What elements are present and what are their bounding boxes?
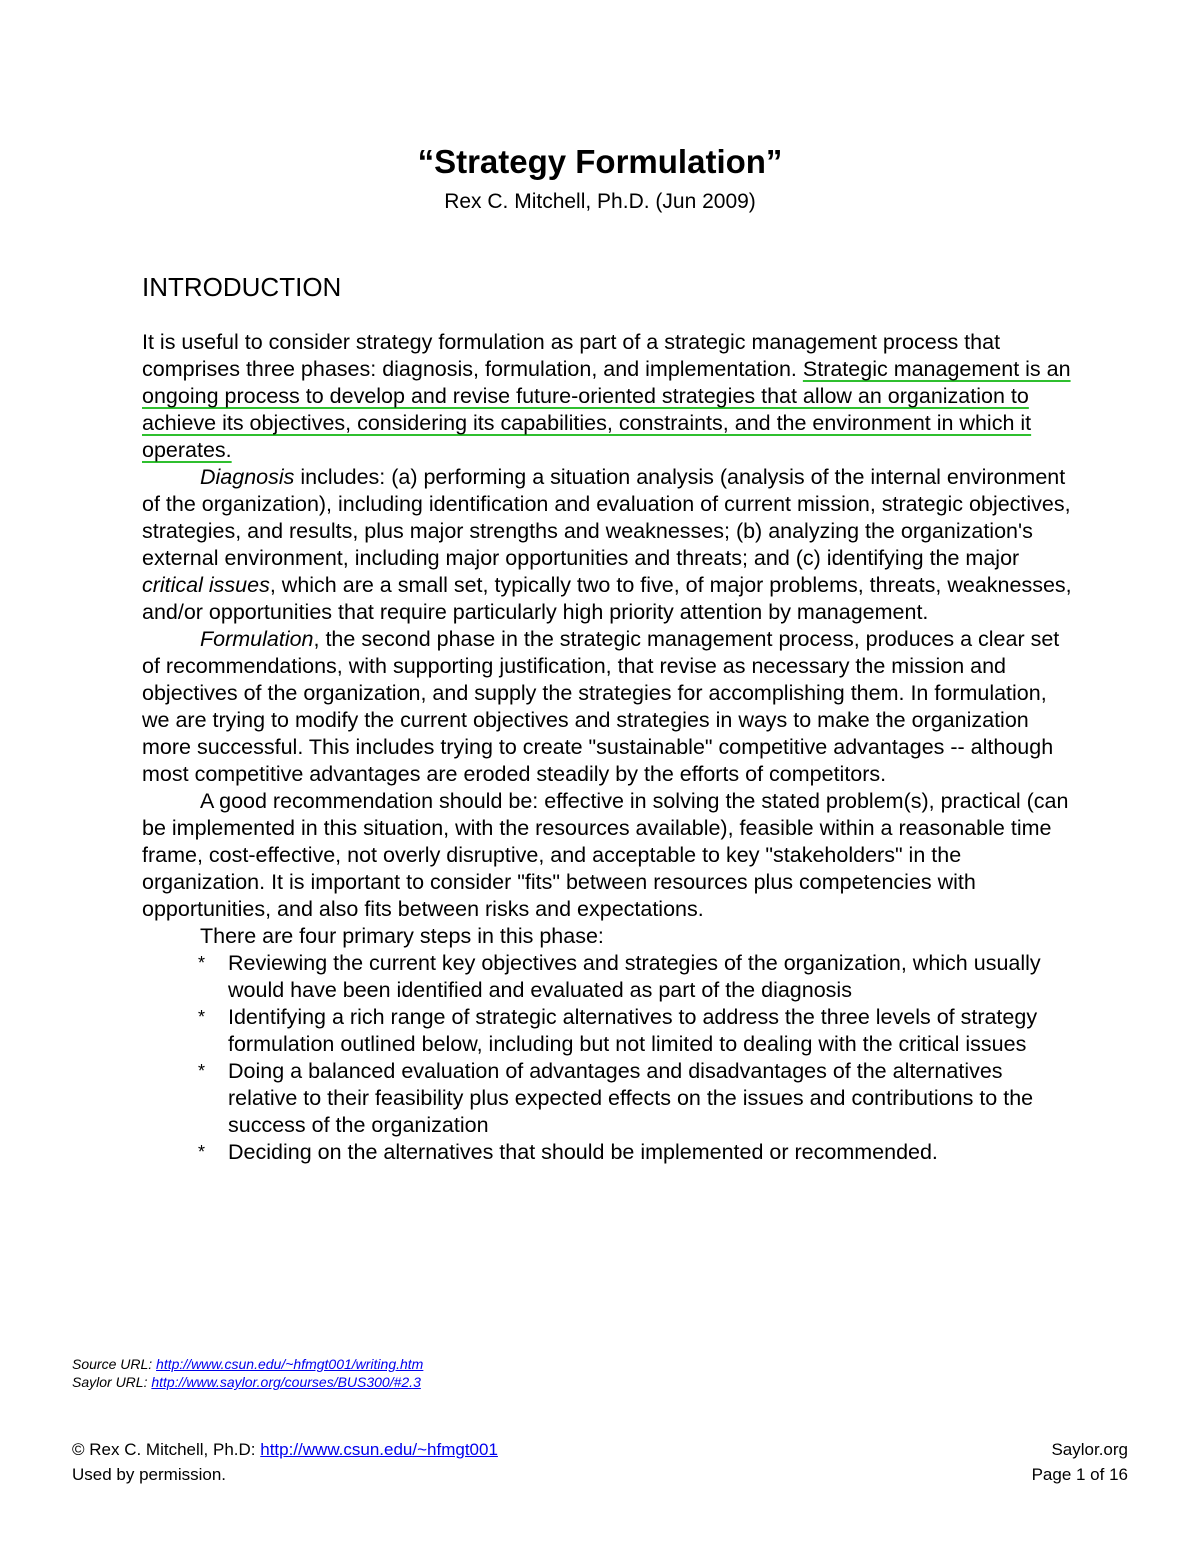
intro-underlined-text: Strategic management is an ongoing process to develop and revise future-oriented strategies that allow an organization to achieve its objectives, considering its capabilities, constraints, and the environment in which it operates. <box>142 357 1071 462</box>
source-links <box>72 1355 423 1391</box>
diagnosis-term: Diagnosis <box>200 465 295 489</box>
steps-list <box>142 950 1072 1166</box>
document-title: “Strategy Formulation” <box>417 143 783 180</box>
bullet-marker: * <box>198 1061 206 1081</box>
diagnosis-text-2: , which are a small set, typically two to five, of major problems, threats, weaknesses, and/or opportunities that require particularly high priority attention by management. <box>142 573 1072 624</box>
saylor-line <box>72 1373 423 1391</box>
diagnosis-paragraph <box>142 464 1072 626</box>
bullet-marker: * <box>198 1007 206 1027</box>
saylor-label: Saylor URL: <box>72 1374 152 1390</box>
intro-paragraph <box>142 329 1072 464</box>
saylor-url-link[interactable]: http://www.saylor.org/courses/BUS300/#2.3 <box>151 1374 421 1390</box>
formulation-text: , the second phase in the strategic management process, produces a clear set of recommendations, with supporting justification, that revise as necessary the mission and objectives of the organization, and supply the strategies for accomplishing them. In formulation, we are trying to modify the current objectives and strategies in ways to make the organization more successful. This includes trying to create "sustainable" competitive advantages -- although most competitive advantages are eroded steadily by the efforts of competitors. <box>142 627 1060 786</box>
source-line <box>72 1355 423 1373</box>
copyright-text: © Rex C. Mitchell, Ph.D: <box>72 1440 261 1459</box>
formulation-paragraph <box>142 626 1072 788</box>
bullet-marker: * <box>198 1142 206 1162</box>
author-url-link[interactable]: http://www.csun.edu/~hfmgt001 <box>260 1440 498 1459</box>
source-label: Source URL: <box>72 1356 157 1372</box>
formulation-term: Formulation <box>200 627 314 651</box>
critical-issues-term: critical issues <box>142 573 270 597</box>
step-text: Deciding on the alternatives that should be implemented or recommended. <box>228 1140 938 1164</box>
document-byline: Rex C. Mitchell, Ph.D. (Jun 2009) <box>444 190 756 213</box>
step-text: Identifying a rich range of strategic alternatives to address the three levels of strategy formulation outlined below, including but not limited to dealing with the critical issues <box>228 1005 1038 1056</box>
intro-text: It is useful to consider strategy formulation as part of a strategic management process that comprises three phases: diagnosis, formulation, and implementation. <box>142 330 1001 381</box>
steps-intro: There are four primary steps in this phase: <box>200 924 604 948</box>
document-body <box>142 329 1072 1166</box>
recommendation-paragraph: A good recommendation should be: effective in solving the stated problem(s), practical (can be implemented in this situation, with the resources available), feasible within a reasonable time frame, cost-effective, not overly disruptive, and acceptable to key "stakeholders" in the organization. It is important to consider "fits" between resources plus competencies with opportunities, and also fits between risks and expectations. <box>142 789 1069 921</box>
copyright-line <box>72 1437 498 1462</box>
permission-text: Used by permission. <box>72 1465 227 1484</box>
list-item <box>142 950 1072 1004</box>
bullet-marker: * <box>198 953 206 973</box>
step-text: Reviewing the current key objectives and strategies of the organization, which usually would have been identified and evaluated as part of the diagnosis <box>228 951 1041 1002</box>
section-heading: INTRODUCTION <box>142 272 342 302</box>
list-item <box>142 1004 1072 1058</box>
list-item <box>142 1058 1072 1139</box>
list-item <box>142 1139 1072 1166</box>
footer-left <box>72 1437 498 1487</box>
diagnosis-text-1: includes: (a) performing a situation analysis (analysis of the internal environment of the organization), including identification and evaluation of current mission, strategic objectives, strategies, and results, plus major strengths and weaknesses; (b) analyzing the organization's external environment, including major opportunities and threats; and (c) identifying the major <box>142 465 1071 570</box>
source-url-link[interactable]: http://www.csun.edu/~hfmgt001/writing.htm <box>156 1356 424 1372</box>
page-number: Page 1 of 16 <box>1031 1465 1128 1484</box>
step-text: Doing a balanced evaluation of advantages and disadvantages of the alternatives relative to their feasibility plus expected effects on the issues and contributions to the success of the organization <box>228 1059 1034 1137</box>
footer-right <box>1032 1437 1128 1487</box>
site-name: Saylor.org <box>1051 1440 1128 1459</box>
